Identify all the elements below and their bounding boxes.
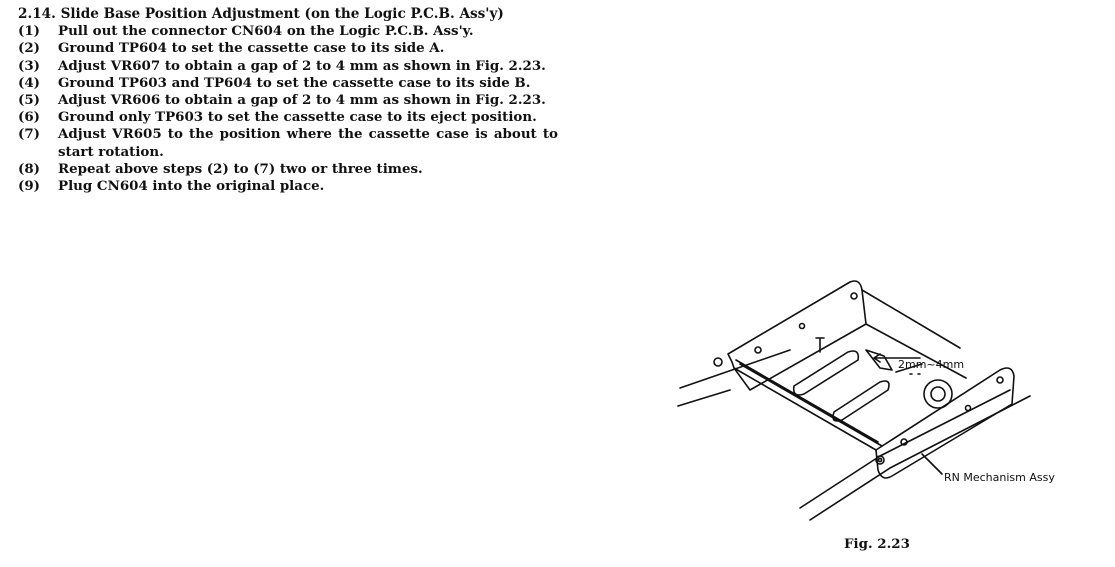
- step-number: (2): [18, 40, 40, 57]
- instruction-section: [18, 6, 558, 195]
- section-heading: 2.14. Slide Base Position Adjustment (on the Logic P.C.B. Ass'y): [18, 6, 504, 22]
- mechanism-figure: [670, 278, 1090, 528]
- slot-2: [833, 381, 889, 421]
- step-text: Ground only TP603 to set the cassette case to its eject position.: [58, 109, 537, 126]
- step-number: (7): [18, 126, 40, 143]
- step-text: Adjust VR606 to obtain a gap of 2 to 4 mm as shown in Fig. 2.23.: [58, 92, 546, 109]
- step-item: [18, 58, 558, 75]
- step-item: [18, 161, 558, 178]
- slide-plate-frame: [728, 281, 876, 450]
- step-item: [18, 126, 558, 160]
- steps-list: [18, 23, 558, 195]
- step-item: [18, 109, 558, 126]
- step-text: Ground TP604 to set the cassette case to its side A.: [58, 40, 445, 57]
- chassis-outline: [678, 350, 1030, 520]
- slide-pin: [866, 350, 892, 370]
- step-number: (4): [18, 74, 40, 91]
- step-text: Adjust VR605 to the position where the cassette case is about to start rotation.: [58, 126, 558, 160]
- step-number: (9): [18, 178, 40, 195]
- step-number: (3): [18, 57, 40, 74]
- step-text: Pull out the connector CN604 on the Logic P.C.B. Ass'y.: [58, 23, 474, 40]
- step-number: (8): [18, 160, 40, 177]
- step-text: Adjust VR607 to obtain a gap of 2 to 4 mm as shown in Fig. 2.23.: [58, 57, 546, 74]
- mechanism-label: RN Mechanism Assy: [944, 471, 1055, 484]
- figure-caption: Fig. 2.23: [844, 536, 910, 552]
- step-text: Ground TP603 and TP604 to set the cassette case to its side B.: [58, 74, 531, 91]
- step-number: (5): [18, 92, 40, 109]
- step-item: [18, 92, 558, 109]
- step-text: Plug CN604 into the original place.: [58, 178, 325, 195]
- mechanism-leader: [922, 454, 942, 474]
- slot-1: [794, 351, 859, 395]
- step-text: Repeat above steps (2) to (7) two or three times.: [58, 160, 423, 177]
- step-item: [18, 40, 558, 57]
- step-item: [18, 75, 558, 92]
- step-number: (6): [18, 109, 40, 126]
- step-number: (1): [18, 23, 40, 40]
- step-item: [18, 178, 558, 195]
- gear: [924, 380, 952, 408]
- step-item: [18, 23, 558, 40]
- gap-label: 2mm~4mm: [898, 358, 965, 371]
